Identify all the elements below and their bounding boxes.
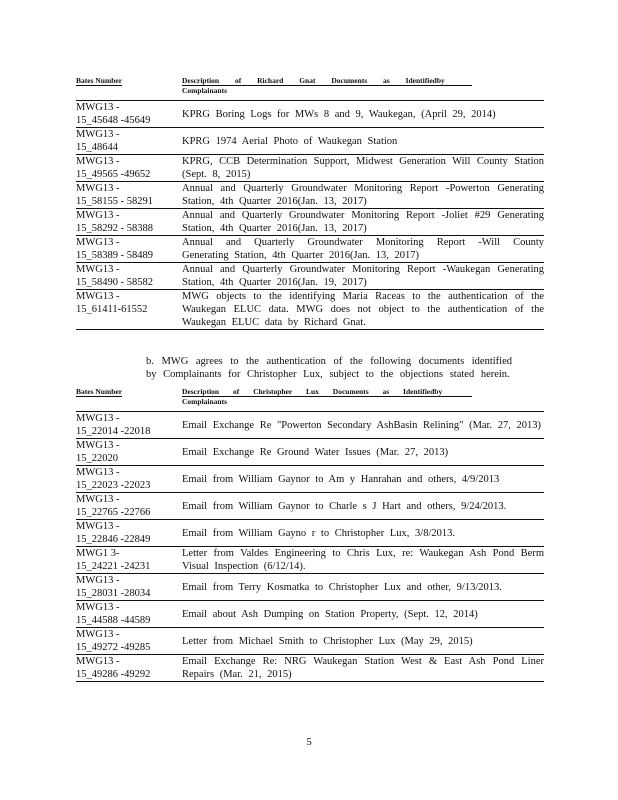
table-row [76, 209, 544, 236]
description-text: MWG objects to the identifying Maria Raceas to the authentication of the Waukegan ELUC data. MWG does not object to the authentication of the Waukegan ELUC data by Richard Gnat. [182, 291, 544, 328]
bates-line-2: 15_61411-61552 [76, 304, 148, 315]
bates-line-1: MWG13 - [76, 656, 120, 667]
description-text: Email about Ash Dumping on Station Property, (Sept. 12, 2014) [182, 608, 478, 620]
bates-number-cell [76, 236, 182, 263]
bates-line-2: 15_28031 -28034 [76, 588, 151, 599]
table-a [76, 100, 544, 330]
bates-line-1: MWG13 - [76, 467, 120, 478]
bates-number-cell [76, 520, 182, 547]
bates-line-1: MWG13 - [76, 183, 120, 194]
description-text: KPRG Boring Logs for MWs 8 and 9, Waukegan, (April 29, 2014) [182, 108, 496, 120]
bates-line-2: 15_58490 - 58582 [76, 277, 153, 288]
bates-line-1: MWG13 - [76, 156, 120, 167]
description-cell [182, 155, 544, 182]
description-cell [182, 290, 544, 330]
table-row [76, 520, 544, 547]
paragraph-b: b. MWG agrees to the authentication of the following documents identified by Complainants for Christopher Lux, subject to the objections stated herein. [146, 356, 512, 380]
description-text: Annual and Quarterly Groundwater Monitoring Report -Joliet #29 Generating Station, 4th Quarter 2016(Jan. 13, 2017) [182, 210, 544, 234]
description-text: Letter from Valdes Engineering to Chris Lux, re: Waukegan Ash Pond Berm Visual Inspection (6/12/14). [182, 548, 544, 572]
bates-number-cell [76, 182, 182, 209]
bates-number-cell [76, 574, 182, 601]
table-row [76, 101, 544, 128]
bates-line-1: MWG13 - [76, 237, 120, 248]
bates-number-cell [76, 412, 182, 439]
description-cell [182, 574, 544, 601]
description-text: Email from William Gaynor to Charle s J Hart and others, 9/24/2013. [182, 500, 507, 512]
bates-line-1: MWG1 3- [76, 548, 120, 559]
bates-line-2: 15_49565 -49652 [76, 169, 151, 180]
bates-line-1: MWG13 - [76, 629, 120, 640]
bates-number-cell [76, 628, 182, 655]
description-text: Letter from Michael Smith to Christopher Lux (May 29, 2015) [182, 635, 473, 647]
bates-number-cell [76, 439, 182, 466]
bates-number-cell [76, 466, 182, 493]
description-cell [182, 101, 544, 128]
bates-number-cell [76, 493, 182, 520]
table-row [76, 493, 544, 520]
description-text: Email Exchange Re "Powerton Secondary AshBasin Relining" (Mar. 27, 2013) [182, 419, 541, 431]
bates-line-1: MWG13 - [76, 210, 120, 221]
description-text: Email from William Gayno r to Christopher Lux, 3/8/2013. [182, 527, 456, 539]
bates-line-1: MWG13 - [76, 129, 120, 140]
description-cell [182, 547, 544, 574]
table-a-header-description: Description of Richard Gnat Documents as Identifiedby Complainants [182, 76, 472, 95]
description-cell [182, 520, 544, 547]
bates-number-cell [76, 601, 182, 628]
bates-line-2: 15_24221 -24231 [76, 561, 151, 572]
bates-line-2: 15_22023 -22023 [76, 480, 151, 491]
bates-line-1: MWG13 - [76, 264, 120, 275]
description-text: Annual and Quarterly Groundwater Monitoring Report -Powerton Generating Station, 4th Quarter 2016(Jan. 13, 2017) [182, 183, 544, 207]
table-row [76, 439, 544, 466]
bates-line-2: 15_44588 -44589 [76, 615, 151, 626]
description-cell [182, 493, 544, 520]
description-cell [182, 628, 544, 655]
bates-line-1: MWG13 - [76, 521, 120, 532]
table-b-header-description: Description of Christopher Lux Documents as Identifiedby Complainants [182, 387, 472, 406]
bates-line-2: 15_22020 [76, 453, 118, 464]
bates-line-2: 15_22014 -22018 [76, 426, 151, 437]
description-text: Email from William Gaynor to Am y Hanrahan and others, 4/9/2013 [182, 473, 500, 485]
description-text: KPRG 1974 Aerial Photo of Waukegan Station [182, 135, 398, 147]
bates-line-2: 15_22765 -22766 [76, 507, 151, 518]
bates-line-2: 15_58292 - 58388 [76, 223, 153, 234]
table-row [76, 290, 544, 330]
table-row [76, 628, 544, 655]
bates-line-1: MWG13 - [76, 413, 120, 424]
description-cell [182, 236, 544, 263]
description-text: Email Exchange Re: NRG Waukegan Station West & East Ash Pond Liner Repairs (Mar. 21, 2015) [182, 656, 544, 680]
bates-line-2: 15_49272 -49285 [76, 642, 151, 653]
description-cell [182, 439, 544, 466]
description-cell [182, 466, 544, 493]
table-row [76, 655, 544, 682]
bates-line-2: 15_49286 -49292 [76, 669, 151, 680]
bates-number-cell [76, 263, 182, 290]
bates-line-1: MWG13 - [76, 440, 120, 451]
bates-number-cell [76, 655, 182, 682]
description-text: Email Exchange Re Ground Water Issues (Mar. 27, 2013) [182, 446, 449, 458]
table-b [76, 411, 544, 682]
bates-line-1: MWG13 - [76, 575, 120, 586]
description-cell [182, 263, 544, 290]
table-row [76, 128, 544, 155]
bates-line-2: 15_45648 -45649 [76, 115, 151, 126]
bates-line-2: 15_58389 - 58489 [76, 250, 153, 261]
description-text: Annual and Quarterly Groundwater Monitoring Report -Will County Generating Station, 4th Quarter 2016(Jan. 13, 2017) [182, 237, 544, 261]
table-row [76, 155, 544, 182]
table-a-header-bates: Bates Number [76, 76, 123, 85]
description-cell [182, 128, 544, 155]
bates-line-1: MWG13 - [76, 102, 120, 113]
bates-line-2: 15_22846 -22849 [76, 534, 151, 545]
bates-line-1: MWG13 - [76, 602, 120, 613]
page-number: 5 [306, 736, 312, 748]
bates-number-cell [76, 290, 182, 330]
table-row [76, 412, 544, 439]
bates-line-2: 15_48644 [76, 142, 118, 153]
table-row [76, 236, 544, 263]
bates-number-cell [76, 128, 182, 155]
description-cell [182, 209, 544, 236]
description-text: Email from Terry Kosmatka to Christopher Lux and other, 9/13/2013. [182, 581, 502, 593]
table-row [76, 547, 544, 574]
description-cell [182, 182, 544, 209]
description-cell [182, 601, 544, 628]
description-cell [182, 412, 544, 439]
bates-number-cell [76, 101, 182, 128]
table-row [76, 466, 544, 493]
description-text: Annual and Quarterly Groundwater Monitoring Report -Waukegan Generating Station, 4th Quarter 2016(Jan. 19, 2017) [182, 264, 544, 288]
bates-number-cell [76, 547, 182, 574]
table-b-header-bates: Bates Number [76, 387, 123, 396]
bates-line-2: 15_58155 - 58291 [76, 196, 153, 207]
table-row [76, 263, 544, 290]
bates-line-1: MWG13 - [76, 494, 120, 505]
table-row [76, 574, 544, 601]
description-cell [182, 655, 544, 682]
table-row [76, 182, 544, 209]
bates-number-cell [76, 155, 182, 182]
description-text: KPRG, CCB Determination Support, Midwest Generation Will County Station (Sept. 8, 2015) [182, 156, 544, 180]
bates-number-cell [76, 209, 182, 236]
table-row [76, 601, 544, 628]
bates-line-1: MWG13 - [76, 291, 120, 302]
